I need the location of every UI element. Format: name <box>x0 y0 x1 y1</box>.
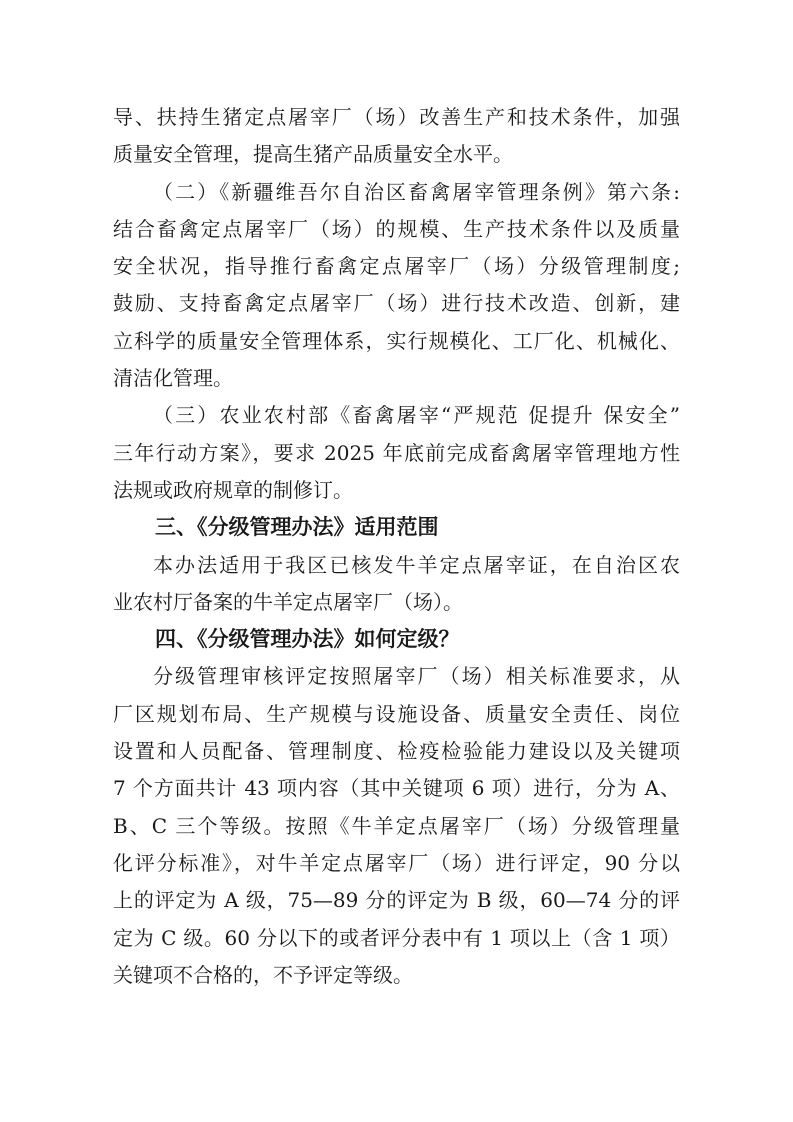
paragraph <box>113 99 680 174</box>
heading-line: 三、《分级管理办法》适用范围 <box>155 515 439 540</box>
heading-line: 四、《分级管理办法》如何定级？ <box>155 627 460 652</box>
text-line: （二）《新疆维吾尔自治区畜禽屠宰管理条例》第六条: <box>153 179 680 204</box>
text-line: 定为 C 级。60 分以下的或者评分表中有 1 项以上（含 1 项） <box>113 925 680 950</box>
text-line: 三年行动方案》，要求 2025 年底前完成畜禽屠宰管理地方性 <box>113 440 680 465</box>
text-line: 法规或政府规章的制修订。 <box>113 477 353 502</box>
text-line: 鼓励、支持畜禽定点屠宰厂（场）进行技术改造、创新，建 <box>113 291 680 316</box>
text-line: 7 个方面共计 43 项内容（其中关键项 6 项）进行，分为 A、 <box>113 776 680 801</box>
text-line: B、C 三个等级。按照《牛羊定点屠宰厂（场）分级管理量 <box>113 813 680 838</box>
text-line: 分级管理审核评定按照屠宰厂（场）相关标准要求，从 <box>153 664 680 689</box>
text-line: 本办法适用于我区已核发牛羊定点屠宰证，在自治区农 <box>153 552 680 577</box>
section-heading <box>113 621 680 658</box>
paragraph <box>113 547 680 622</box>
paragraph <box>113 658 680 994</box>
text-line: 关键项不合格的，不予评定等级。 <box>113 962 413 987</box>
paragraph <box>113 397 680 509</box>
text-line: 化评分标准》，对牛羊定点屠宰厂（场）进行评定，90 分以 <box>113 850 680 875</box>
text-line: 导、扶持生猪定点屠宰厂（场）改善生产和技术条件，加强 <box>113 105 680 129</box>
section-heading <box>113 509 680 546</box>
document-body <box>113 99 680 994</box>
text-line: 安全状况，指导推行畜禽定点屠宰厂（场）分级管理制度; <box>113 254 680 279</box>
paragraph <box>113 174 680 398</box>
text-line: 结合畜禽定点屠宰厂（场）的规模、生产技术条件以及质量 <box>113 216 680 241</box>
text-line: 清洁化管理。 <box>113 366 233 391</box>
text-line: 上的评定为 A 级，75—89 分的评定为 B 级，60—74 分的评 <box>113 888 680 913</box>
text-line: 业农村厅备案的牛羊定点屠宰厂（场）。 <box>113 589 463 614</box>
text-line: 设置和人员配备、管理制度、检疫检验能力建设以及关键项 <box>113 739 680 764</box>
text-line: （三）农业农村部《畜禽屠宰“严规范 促提升 保安全” <box>153 403 680 428</box>
text-line: 厂区规划布局、生产规模与设施设备、质量安全责任、岗位 <box>113 701 680 726</box>
text-line: 质量安全管理，提高生猪产品质量安全水平。 <box>113 142 513 167</box>
text-line: 立科学的质量安全管理体系，实行规模化、工厂化、机械化、 <box>113 328 680 353</box>
